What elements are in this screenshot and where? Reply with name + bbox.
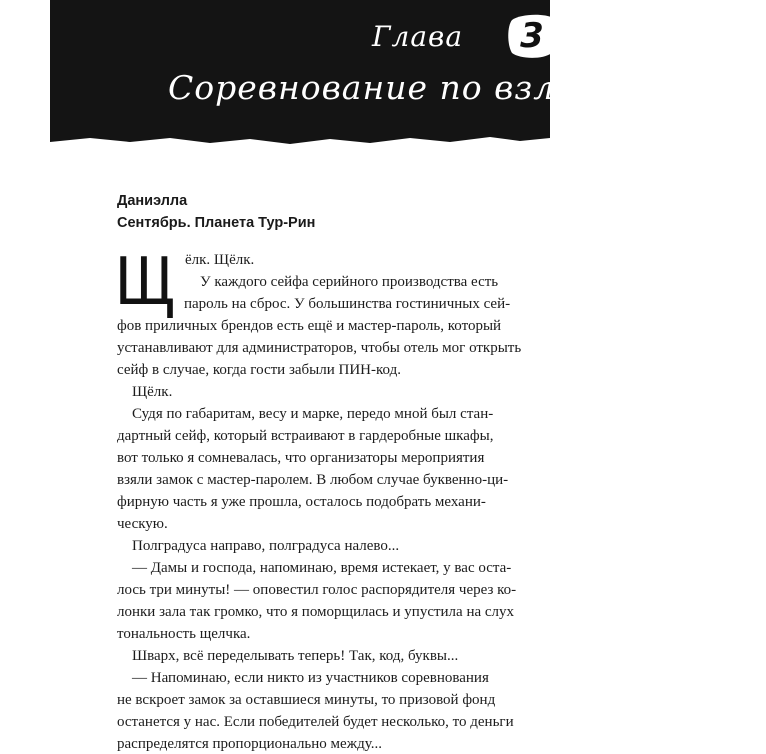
chapter-meta bbox=[117, 190, 315, 234]
text-line: взяли замок с мастер-паролем. В любом случае буквенно-ци- bbox=[117, 472, 509, 488]
drop-cap: Щ bbox=[115, 241, 176, 319]
chapter-header-band bbox=[50, 0, 766, 150]
text-line: — Дамы и господа, напоминаю, время истекает, у вас оста- bbox=[132, 560, 512, 576]
text-line: распределятся пропорционально между... bbox=[117, 736, 382, 752]
text-line: Судя по габаритам, весу и марке, передо мной был стан- bbox=[132, 406, 494, 422]
text-line: тональность щелчка. bbox=[117, 626, 251, 642]
text-line: останется у нас. Если победителей будет несколько, то деньги bbox=[117, 714, 514, 730]
text-line: вот только я сомневалась, что организаторы мероприятия bbox=[117, 450, 485, 466]
text-line: фов приличных брендов есть ещё и мастер-пароль, который bbox=[117, 318, 502, 334]
chapter-number-badge bbox=[506, 12, 558, 60]
chapter-number: 3 bbox=[520, 16, 544, 56]
text-line: лонки зала так громко, что я поморщилась и упустила на слух bbox=[117, 604, 515, 620]
text-line: не вскроет замок за оставшиеся минуты, то призовой фонд bbox=[117, 692, 496, 708]
text-line: устанавливают для администраторов, чтобы отель мог открыть bbox=[117, 340, 522, 356]
chapter-word: Глава bbox=[372, 20, 464, 53]
text-line: фирную часть я уже прошла, осталось подобрать механи- bbox=[117, 494, 486, 510]
chapter-title: Соревнование по взлому сейфов bbox=[168, 68, 766, 107]
text-line: — Напоминаю, если никто из участников соревнования bbox=[132, 670, 489, 686]
date-place: Сентябрь. Планета Тур-Рин bbox=[117, 215, 316, 231]
text-line: лось три минуты! — оповестил голос распорядителя через ко- bbox=[117, 582, 517, 598]
text-line: дартный сейф, который встраивают в гардеробные шкафы, bbox=[117, 428, 494, 444]
text-line: пароль на сброс. У большинства гостиничных сей- bbox=[184, 296, 511, 312]
narrator-name: Даниэлла bbox=[117, 193, 188, 209]
text-line: сейф в случае, когда гости забыли ПИН-код. bbox=[117, 362, 401, 378]
text-line: У каждого сейфа серийного производства есть bbox=[200, 274, 499, 290]
text-line: Шварх, всё переделывать теперь! Так, код, буквы... bbox=[132, 648, 459, 664]
text-line: ёлк. Щёлк. bbox=[185, 252, 255, 268]
text-line: Щёлк. bbox=[132, 384, 173, 400]
text-line: Полградуса направо, полградуса налево... bbox=[132, 538, 400, 554]
text-line: ческую. bbox=[117, 516, 168, 532]
